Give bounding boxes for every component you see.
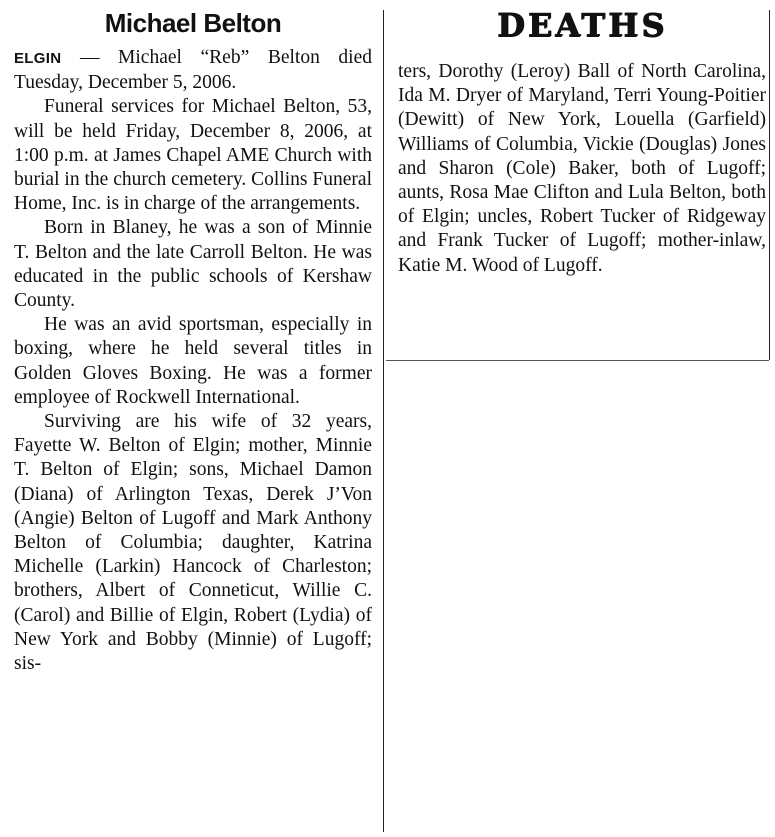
obituary-column-left — [14, 6, 372, 676]
bottom-border-rule — [386, 360, 769, 361]
obituary-column-right — [398, 6, 766, 278]
sports-paragraph: He was an avid sportsman, especially in boxing, where he held several titles in Golden Gloves Boxing. He was a former employee of Rockwell International. — [14, 314, 372, 408]
section-banner: DEATHS — [496, 6, 668, 44]
obituary-headline: Michael Belton — [104, 8, 282, 38]
biography-paragraph: Born in Blaney, he was a son of Minnie T. Belton and the late Carroll Belton. He was educated in the public schools of Kershaw County. — [14, 217, 372, 312]
lead-text: — Michael “Reb” Belton died Tuesday, December 5, 2006. — [14, 47, 372, 94]
obituary-lead-paragraph — [14, 46, 372, 95]
survivors-paragraph: Surviving are his wife of 32 years, Fayette W. Belton of Elgin; mother, Minnie T. Belton of Elgin; sons, Michael Damon (Diana) of Arlington Texas, Derek J’Von (Angie) Belton of Lugoff and Mark Anthony Belton of Columbia; daughter, Katrina Michelle (Larkin) Hancock of Charleston; brothers, Albert of Conneticut, Willie C. (Carol) and Billie of Elgin, Robert (Lydia) of New York and Bobby (Minnie) of Lugoff; sis- — [14, 411, 372, 675]
dateline: ELGIN — [14, 50, 62, 67]
survivors-continued-paragraph: ters, Dorothy (Leroy) Ball of North Carolina, Ida M. Dryer of Maryland, Terri Young-Poitier (Dewitt) of New York, Louella (Garfield) Williams of Columbia, Vickie (Douglas) Jones and Sharon (Cole) Baker, both of Lugoff; aunts, Rosa Mae Clifton and Lula Belton, both of Elgin; uncles, Robert Tucker of Ridgeway and Frank Tucker of Lugoff; mother-inlaw, Katie M. Wood of Lugoff. — [398, 61, 766, 276]
column-divider — [383, 10, 384, 832]
services-paragraph: Funeral services for Michael Belton, 53, will be held Friday, December 8, 2006, at 1:00 p.m. at James Chapel AME Church with burial in the church cemetery. Collins Funeral Home, Inc. is in charge of the arrangements. — [14, 96, 372, 215]
right-border-rule — [769, 10, 770, 360]
